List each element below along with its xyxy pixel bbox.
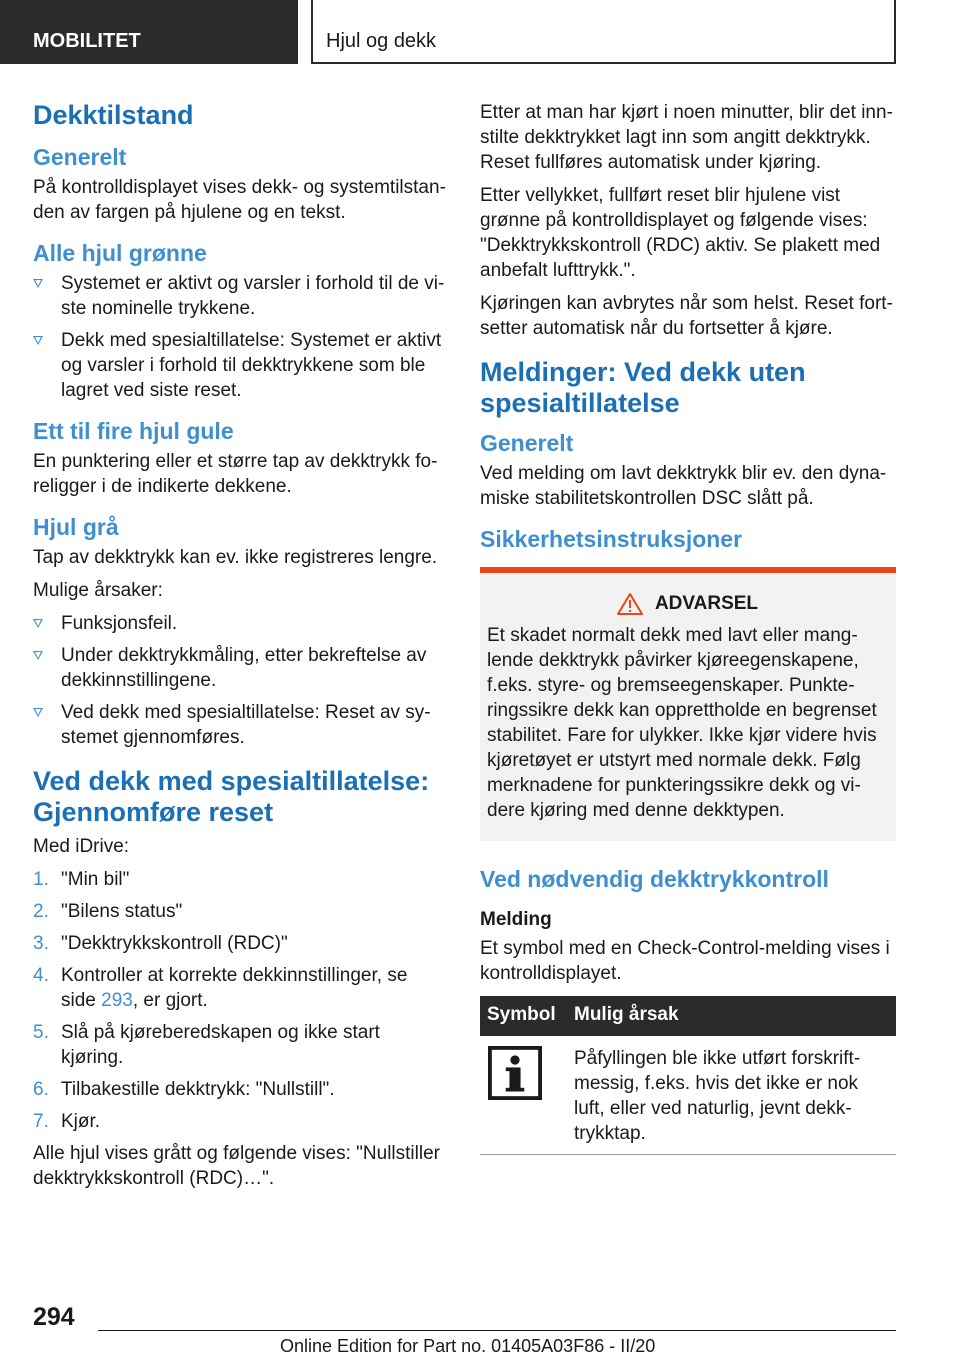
after-steps-text: Alle hjul vises grått og følgende vises: "Nullstiller dekktrykkskontroll (RDC)…". bbox=[33, 1143, 440, 1189]
paragraph: Etter vellykket, fullført reset blir hjulene vist grønne på kontrolldisplayet og følgende vises: "Dekktrykkskontroll (RDC) aktiv. Se plakett med anbefalt lufttrykk.". bbox=[480, 185, 881, 281]
step-number: 2. bbox=[33, 901, 49, 922]
yellow-text: En punktering eller et større tap av dekktrykk foreligger i de indikerte dekkene. bbox=[33, 451, 438, 497]
chapter-title: Hjul og dekk bbox=[326, 30, 437, 52]
safety-heading: Sikkerhetsinstruksjoner bbox=[480, 526, 743, 552]
step-text: "Min bil" bbox=[61, 869, 130, 890]
check-heading: Ved nødvendig dekktrykkontroll bbox=[480, 866, 829, 892]
warning-box bbox=[480, 567, 896, 841]
warning-text: Et skadet normalt dekk med lavt eller manglende dekktrykk påvirker kjøreegenskapene, f.eks. styre- og bremseegenskaper. Punkteringssikre dekk kan opprettholde en begrenset stabilitet. Fare for ulykker. Ikke kjør videre hvis kjøretøyet er utstyrt med normale dekk. Følg merknadene for punkteringssikre dekk og videre kjøring med denne dekktypen. bbox=[487, 625, 877, 821]
triangle-bullet-icon bbox=[33, 651, 43, 660]
warning-triangle-icon bbox=[617, 593, 643, 615]
column-header-cause: Mulig årsak bbox=[567, 996, 896, 1036]
info-icon bbox=[488, 1046, 542, 1100]
header-underline bbox=[311, 62, 896, 64]
section-tab bbox=[0, 0, 298, 64]
green-heading: Alle hjul grønne bbox=[33, 240, 207, 266]
cause-cell: Påfyllingen ble ikke utført forskriftmessig, f.eks. hvis det ikke er nok luft, eller ved naturlig, jevnt dekktrykktap. bbox=[567, 1036, 896, 1155]
causes-label: Mulige årsaker: bbox=[33, 580, 163, 601]
step-item bbox=[33, 963, 446, 1013]
list-item bbox=[33, 328, 446, 403]
reset-heading: Ved dekk med spesialtillatelse: Gjennomføre reset bbox=[33, 766, 430, 827]
green-list bbox=[33, 271, 446, 403]
step-item bbox=[33, 1020, 446, 1070]
header-divider bbox=[311, 0, 313, 64]
edition-text: Online Edition for Part no. 01405A03F86 - II/20 bbox=[280, 1336, 656, 1356]
gray-heading: Hjul grå bbox=[33, 514, 119, 540]
list-item bbox=[33, 700, 446, 750]
list-item-text: Ved dekk med spesialtillatelse: Reset av systemet gjennomføres. bbox=[61, 702, 431, 748]
header-divider-right bbox=[894, 0, 896, 64]
general-text: På kontrolldisplayet vises dekk- og systemtilstanden av fargen på hjulene og en tekst. bbox=[33, 177, 446, 223]
messages-heading: Meldinger: Ved dekk uten spesialtillatelse bbox=[480, 357, 806, 418]
step-number: 1. bbox=[33, 869, 49, 890]
step-item bbox=[33, 931, 446, 956]
triangle-bullet-icon bbox=[33, 708, 43, 717]
table-row bbox=[480, 1036, 896, 1155]
message-subheading: Melding bbox=[480, 909, 552, 930]
step-text: Slå på kjøreberedskapen og ikke start kjøring. bbox=[61, 1022, 380, 1068]
left-column bbox=[33, 100, 446, 1199]
right-column bbox=[480, 100, 896, 1155]
step-text: "Bilens status" bbox=[61, 901, 183, 922]
table-header-row bbox=[480, 996, 896, 1036]
gray-text: Tap av dekktrykk kan ev. ikke registreres lengre. bbox=[33, 547, 438, 568]
step-item bbox=[33, 1077, 446, 1102]
paragraph: Kjøringen kan avbrytes når som helst. Reset fortsetter automatisk når du fortsetter å kjøre. bbox=[480, 293, 893, 339]
general-heading: Generelt bbox=[480, 430, 574, 456]
step-item bbox=[33, 867, 446, 892]
warning-header bbox=[487, 593, 888, 615]
list-item bbox=[33, 611, 446, 636]
step-number: 7. bbox=[33, 1111, 49, 1132]
page-link[interactable]: 293 bbox=[101, 990, 133, 1011]
page-title: Dekktilstand bbox=[33, 100, 194, 130]
reset-steps bbox=[33, 867, 446, 1134]
step-text: , er gjort. bbox=[132, 990, 208, 1011]
step-number: 3. bbox=[33, 933, 49, 954]
step-text: Kjør. bbox=[61, 1111, 101, 1132]
triangle-bullet-icon bbox=[33, 336, 43, 345]
triangle-bullet-icon bbox=[33, 619, 43, 628]
yellow-heading: Ett til fire hjul gule bbox=[33, 418, 234, 444]
section-label: MOBILITET bbox=[33, 30, 141, 52]
step-number: 5. bbox=[33, 1022, 49, 1043]
triangle-bullet-icon bbox=[33, 279, 43, 288]
list-item-text: Systemet er aktivt og varsler i forhold til de viste nominelle trykkene. bbox=[61, 273, 445, 319]
step-number: 6. bbox=[33, 1079, 49, 1100]
column-header-symbol: Symbol bbox=[480, 996, 567, 1036]
step-item bbox=[33, 899, 446, 924]
footer-divider bbox=[98, 1330, 896, 1331]
page-number: 294 bbox=[33, 1303, 75, 1331]
general-heading: Generelt bbox=[33, 144, 127, 170]
list-item-text: Under dekktrykkmåling, etter bekreftelse av dekkinnstillingene. bbox=[61, 645, 427, 691]
step-text: "Dekktrykkskontroll (RDC)" bbox=[61, 933, 288, 954]
list-item-text: Dekk med spesialtillatelse: Systemet er aktivt og varsler i forhold til dekktrykkene som ble lagret ved siste reset. bbox=[61, 330, 442, 401]
step-text: Tilbakestille dekktrykk: "Nullstill". bbox=[61, 1079, 335, 1100]
list-item bbox=[33, 643, 446, 693]
idrive-label: Med iDrive: bbox=[33, 836, 130, 857]
symbol-table bbox=[480, 996, 896, 1155]
paragraph: Etter at man har kjørt i noen minutter, blir det innstilte dekktrykket lagt inn som angitt dekktrykk. Reset fullføres automatisk under kjøring. bbox=[480, 102, 893, 173]
step-item bbox=[33, 1109, 446, 1134]
step-text: Kontroller at korrekte dekkinnstillinger, se side bbox=[61, 965, 408, 1011]
general-text: Ved melding om lavt dekktrykk blir ev. den dynamiske stabilitetskontrollen DSC slått på. bbox=[480, 463, 887, 509]
step-number: 4. bbox=[33, 965, 49, 986]
warning-title: ADVARSEL bbox=[654, 593, 759, 614]
list-item-text: Funksjonsfeil. bbox=[61, 613, 178, 634]
causes-list bbox=[33, 611, 446, 750]
list-item bbox=[33, 271, 446, 321]
message-text: Et symbol med en Check-Control-melding vises i kontrolldisplayet. bbox=[480, 938, 890, 984]
symbol-cell bbox=[480, 1036, 567, 1155]
